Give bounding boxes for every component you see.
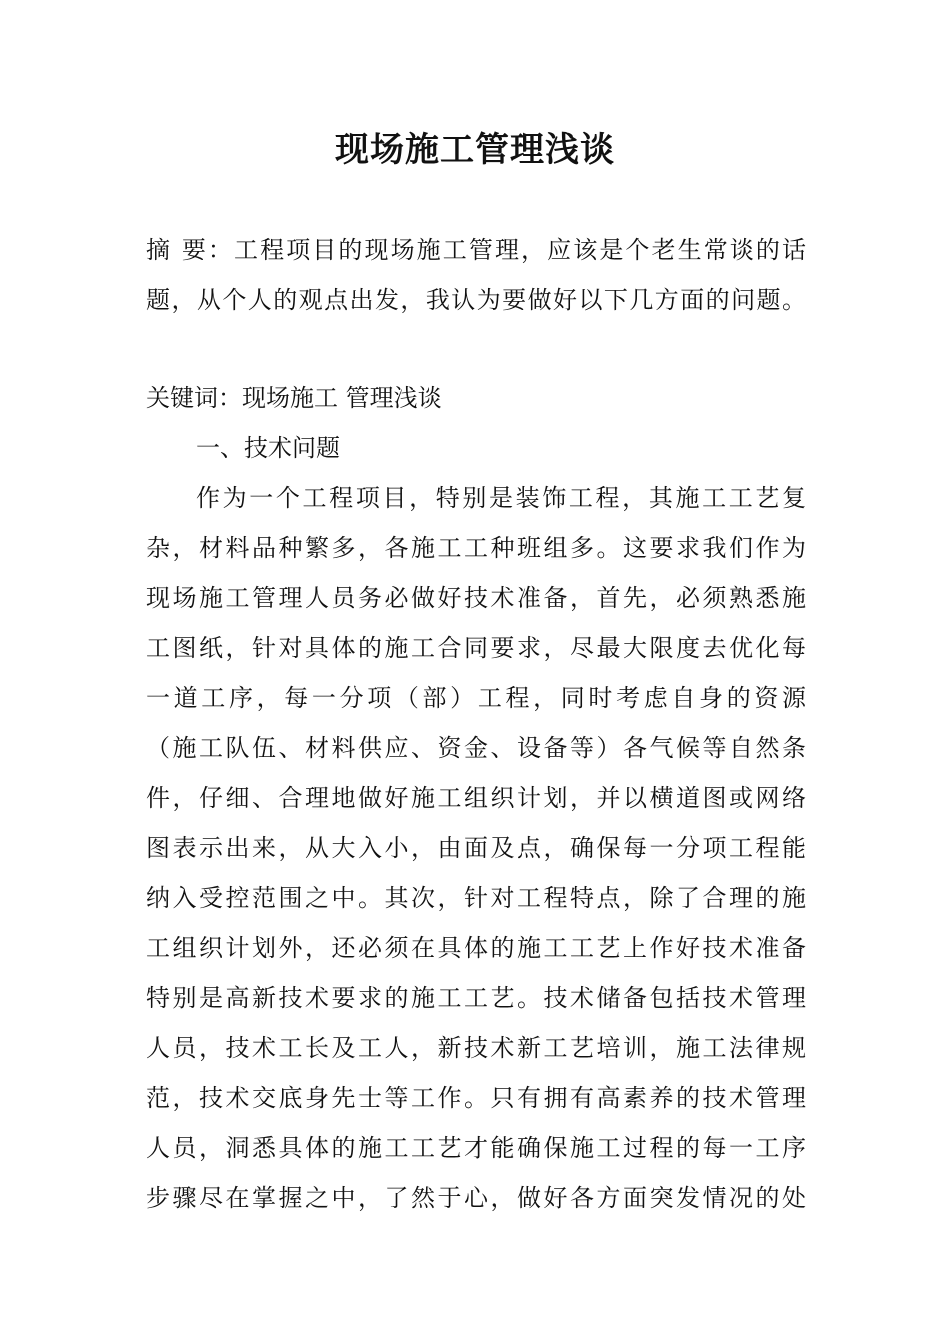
body-line: 作为一个工程项目，特别是装饰工程，其施工工艺复: [196, 484, 806, 512]
body-line: 工组织计划外，还必须在具体的施工工艺上作好技术准备: [146, 934, 806, 962]
body-line: 纳入受控范围之中。其次，针对工程特点，除了合理的施: [146, 884, 806, 912]
body-line: 杂，材料品种繁多，各施工工种班组多。这要求我们作为: [146, 534, 806, 562]
body-line: 工图纸，针对具体的施工合同要求，尽最大限度去优化每: [146, 634, 806, 662]
abstract-line: 题，从个人的观点出发，我认为要做好以下几方面的问题。: [146, 286, 806, 314]
body-line: 步骤尽在掌握之中，了然于心，做好各方面突发情况的处: [146, 1184, 806, 1212]
body-line: 特别是高新技术要求的施工工艺。技术储备包括技术管理: [146, 984, 806, 1012]
body-line: 范，技术交底身先士等工作。只有拥有高素养的技术管理: [146, 1084, 806, 1112]
body-line: 人员，技术工长及工人，新技术新工艺培训，施工法律规: [146, 1034, 806, 1062]
body-line: 图表示出来，从大入小，由面及点，确保每一分项工程能: [146, 834, 806, 862]
body-line: 人员，洞悉具体的施工工艺才能确保施工过程的每一工序: [146, 1134, 806, 1162]
abstract-line: 摘 要：工程项目的现场施工管理，应该是个老生常谈的话: [146, 236, 806, 264]
keywords-line: 关键词：现场施工 管理浅谈: [146, 384, 442, 412]
body-line: 一道工序，每一分项（部）工程，同时考虑自身的资源: [146, 684, 806, 712]
section-heading: 一、技术问题: [196, 434, 340, 462]
document-title: 现场施工管理浅谈: [335, 130, 615, 170]
body-line: （施工队伍、材料供应、资金、设备等）各气候等自然条: [146, 734, 806, 762]
body-line: 件，仔细、合理地做好施工组织计划，并以横道图或网络: [146, 784, 806, 812]
body-line: 现场施工管理人员务必做好技术准备，首先，必须熟悉施: [146, 584, 806, 612]
